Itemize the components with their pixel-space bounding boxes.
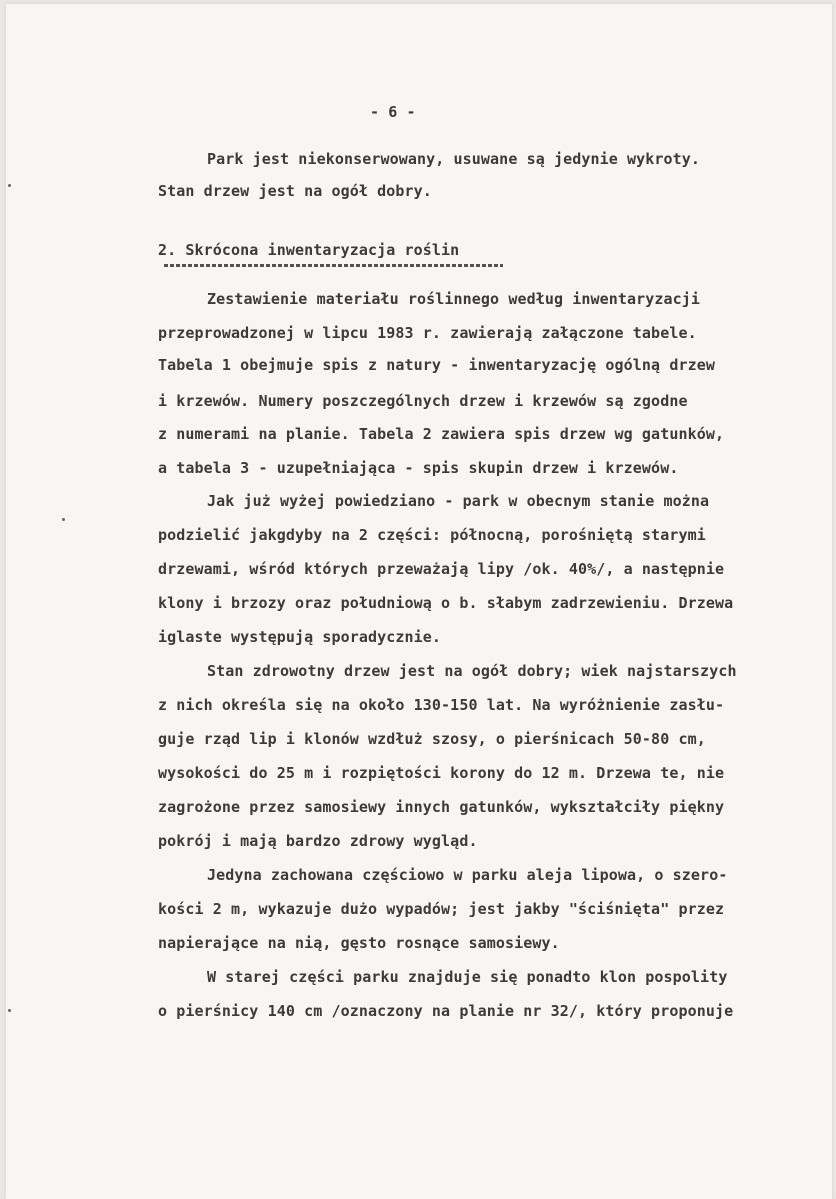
heading-underline — [164, 264, 503, 267]
text-line: z numerami na planie. Tabela 2 zawiera spis drzew wg gatunków, — [158, 425, 725, 443]
margin-speck — [8, 184, 11, 187]
text-line: Stan drzew jest na ogół dobry. — [158, 182, 432, 200]
text-line: Tabela 1 obejmuje spis z natury - inwentaryzację ogólną drzew — [158, 356, 715, 374]
text-line: Stan zdrowotny drzew jest na ogół dobry; wiek najstarszych — [207, 662, 737, 680]
text-line: Jedyna zachowana częściowo w parku aleja lipowa, o szero- — [207, 866, 728, 884]
text-line: a tabela 3 - uzupełniająca - spis skupin drzew i krzewów. — [158, 459, 679, 477]
text-line: Park jest niekonserwowany, usuwane są jedynie wykroty. — [207, 150, 701, 168]
text-line: pokrój i mają bardzo zdrowy wygląd. — [158, 832, 478, 850]
document-page — [6, 4, 832, 1199]
text-line: wysokości do 25 m i rozpiętości korony do 12 m. Drzewa te, nie — [158, 764, 725, 782]
text-line: drzewami, wśród których przeważają lipy /ok. 40%/, a następnie — [158, 560, 725, 578]
text-line: Zestawienie materiału roślinnego według inwentaryzacji — [207, 290, 701, 308]
text-line: iglaste występują sporadycznie. — [158, 628, 442, 646]
page-number: - 6 - — [370, 103, 416, 121]
margin-speck — [62, 518, 65, 521]
text-line: napierające na nią, gęsto rosnące samosiewy. — [158, 934, 560, 952]
text-line: o pierśnicy 140 cm /oznaczony na planie nr 32/, który proponuje — [158, 1002, 734, 1020]
margin-speck — [8, 1009, 11, 1012]
section-heading: 2. Skrócona inwentaryzacja roślin — [158, 241, 460, 259]
text-line: przeprowadzonej w lipcu 1983 r. zawierają załączone tabele. — [158, 324, 697, 342]
text-line: kości 2 m, wykazuje dużo wypadów; jest jakby "ściśnięta" przez — [158, 900, 725, 918]
text-line: zagrożone przez samosiewy innych gatunków, wykształciły piękny — [158, 798, 725, 816]
text-line: i krzewów. Numery poszczególnych drzew i krzewów są zgodne — [158, 392, 688, 410]
text-line: z nich określa się na około 130-150 lat. Na wyróżnienie zasłu- — [158, 696, 725, 714]
text-line: Jak już wyżej powiedziano - park w obecnym stanie można — [207, 492, 710, 510]
text-line: guje rząd lip i klonów wzdłuż szosy, o pierśnicach 50-80 cm, — [158, 730, 706, 748]
text-line: klony i brzozy oraz południową o b. słabym zadrzewieniu. Drzewa — [158, 594, 734, 612]
text-line: podzielić jakgdyby na 2 części: północną, porośniętą starymi — [158, 526, 706, 544]
text-line: W starej części parku znajduje się ponadto klon pospolity — [207, 968, 728, 986]
